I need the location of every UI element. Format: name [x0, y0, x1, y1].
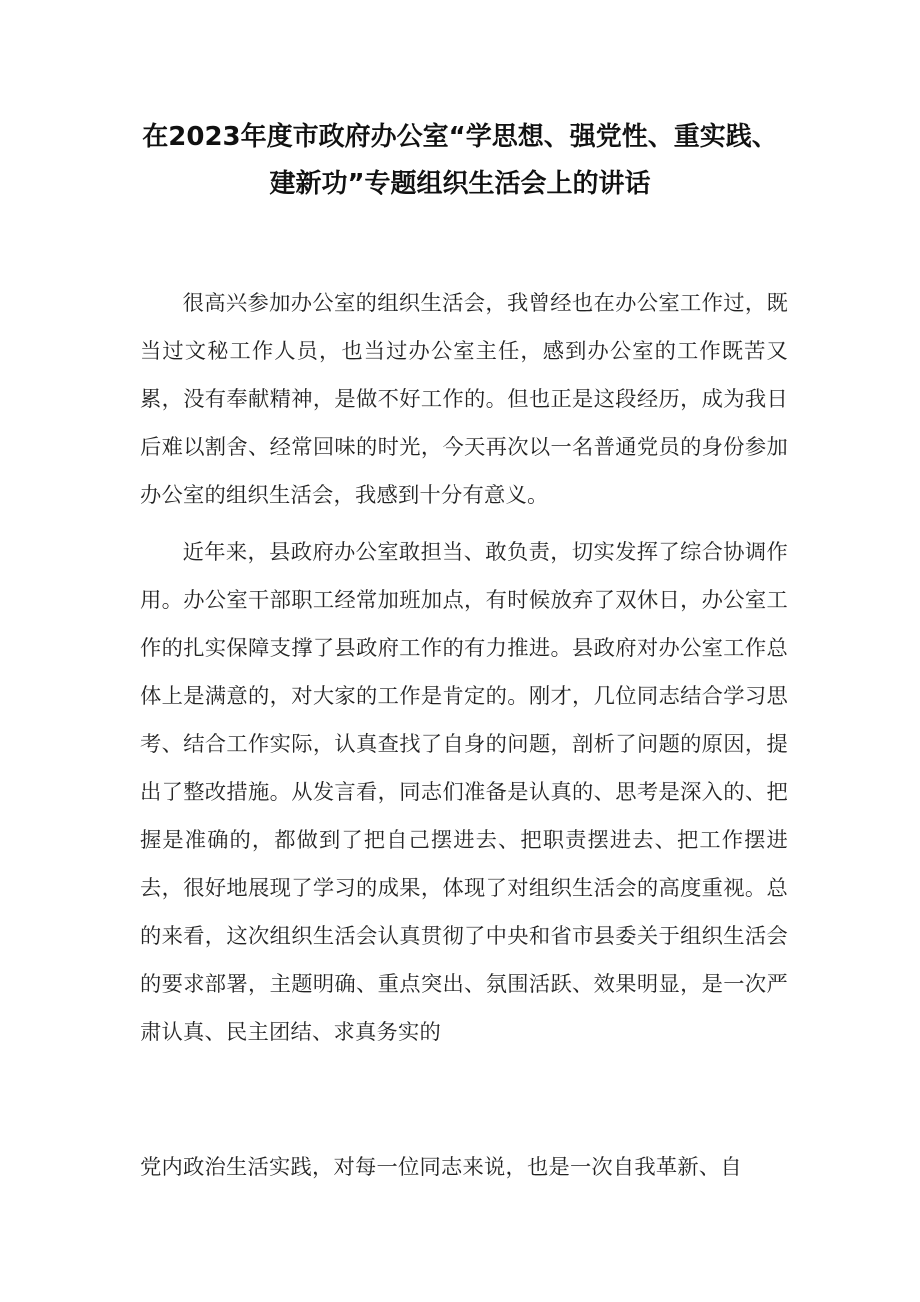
document-title-line-2: 建新功”专题组织生活会上的讲话	[269, 169, 651, 199]
body-paragraph-3: 党内政治生活实践，对每一位同志来说，也是一次自我革新、自	[140, 1155, 742, 1180]
document-title-line-1: 在2023年度市政府办公室“学思想、强党性、重实践、	[142, 122, 778, 152]
body-paragraph-2: 近年来，县政府办公室敢担当、敢负责，切实发挥了综合协调作用。办公室干部职工经常加班加点，有时候放弃了双休日，办公室工作的扎实保障支撑了县政府工作的有力推进。县政府对办公室工作总体上是满意的，对大家的工作是肯定的。刚才，几位同志结合学习思考、结合工作实际，认真查找了自身的问题，剖析了问题的原因，提出了整改措施。从发言看，同志们准备是认真的、思考是深入的、把握是准确的，都做到了把自己摆进去、把职责摆进去、把工作摆进去，很好地展现了学习的成果，体现了对组织生活会的高度重视。总的来看，这次组织生活会认真贯彻了中央和省市县委关于组织生活会的要求部署，主题明确、重点突出、氛围活跃、效果明显，是一次严肃认真、民主团结、求真务实的	[140, 540, 788, 1045]
body-paragraph-1: 很高兴参加办公室的组织生活会，我曾经也在办公室工作过，既当过文秘工作人员，也当过办公室主任，感到办公室的工作既苦又累，没有奉献精神，是做不好工作的。但也正是这段经历，成为我日后难以割舍、经常回味的时光，今天再次以一名普通党员的身份参加办公室的组织生活会，我感到十分有意义。	[140, 291, 788, 508]
